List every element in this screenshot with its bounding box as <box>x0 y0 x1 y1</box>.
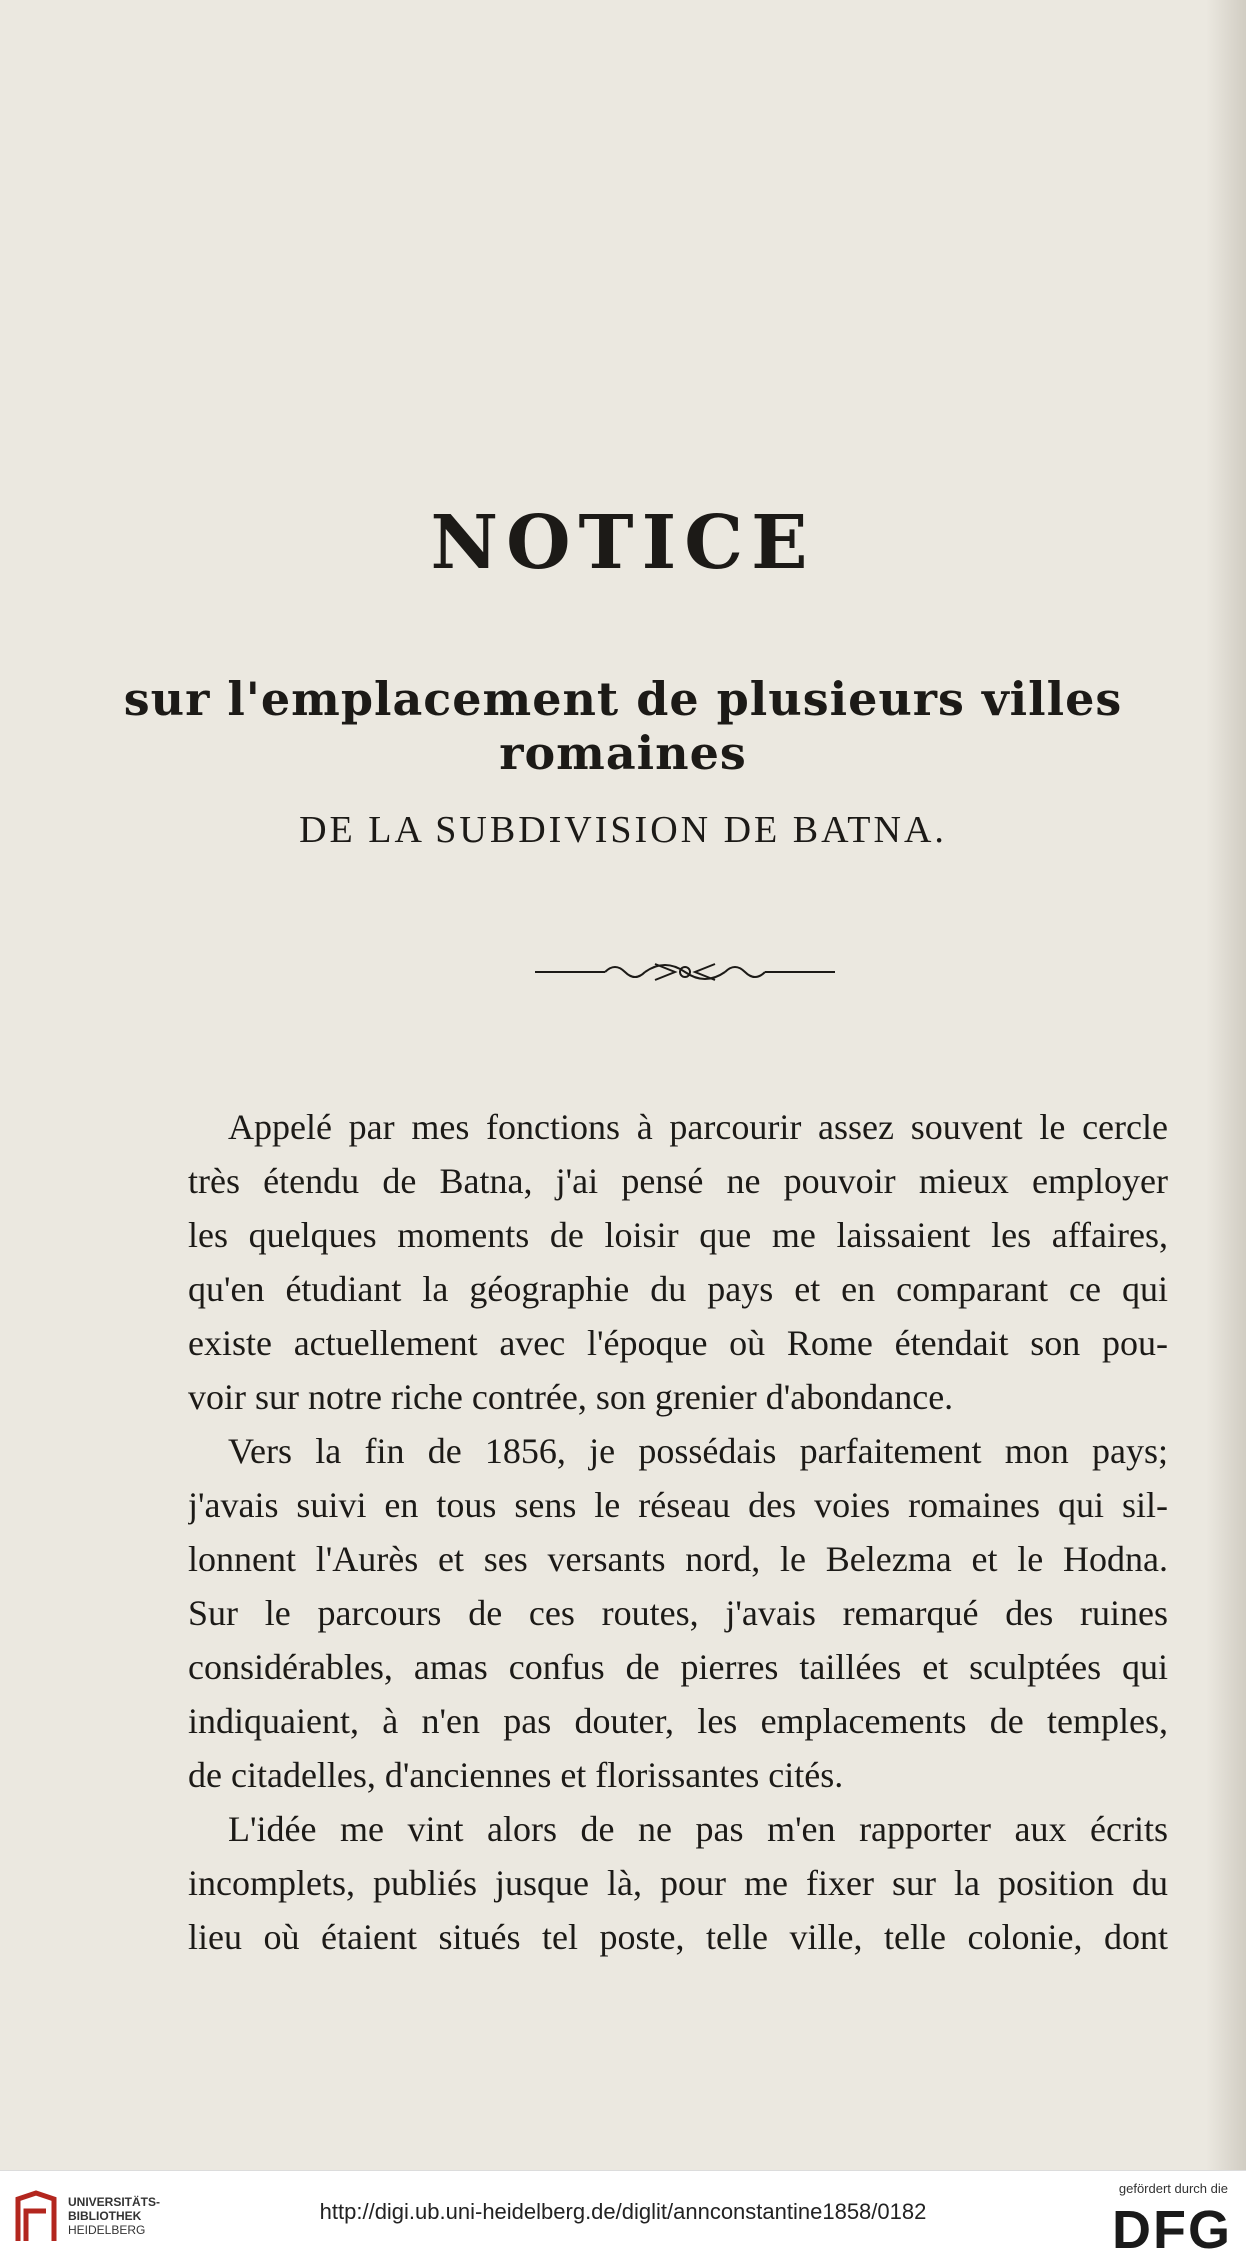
body-line: qu'en étudiant la géographie du pays et en comparant ce qui <box>188 1269 1168 1309</box>
body-line: lieu où étaient situés tel poste, telle ville, telle colonie, dont <box>188 1917 1168 1957</box>
body-line: existe actuellement avec l'époque où Rome étendait son pou- <box>188 1323 1168 1363</box>
ornamental-divider-icon <box>535 952 835 992</box>
body-line: considérables, amas confus de pierres taillées et sculptées qui <box>188 1647 1168 1687</box>
library-name-line: HEIDELBERG <box>68 2223 146 2237</box>
body-line: indiquaient, à n'en pas douter, les emplacements de temples, <box>188 1701 1168 1741</box>
body-line: Sur le parcours de ces routes, j'avais remarqué des ruines <box>188 1593 1168 1633</box>
permalink-url[interactable]: http://digi.ub.uni-heidelberg.de/diglit/annconstantine1858/0182 <box>319 2199 927 2224</box>
library-name-line: BIBLIOTHEK <box>68 2209 142 2223</box>
body-line: les quelques moments de loisir que me laissaient les affaires, <box>188 1215 1168 1255</box>
library-name-line: UNIVERSITÄTS- <box>68 2195 161 2209</box>
body-line: Appelé par mes fonctions à parcourir assez souvent le cercle <box>228 1107 1168 1147</box>
body-line: de citadelles, d'anciennes et florissantes cités. <box>188 1755 844 1795</box>
body-line: incomplets, publiés jusque là, pour me fixer sur la position du <box>188 1863 1168 1903</box>
body-line: Vers la fin de 1856, je possédais parfaitement mon pays; <box>228 1431 1168 1471</box>
body-line: voir sur notre riche contrée, son grenier d'abondance. <box>188 1377 954 1417</box>
body-line: L'idée me vint alors de ne pas m'en rapporter aux écrits <box>228 1809 1168 1849</box>
body-line: j'avais suivi en tous sens le réseau des voies romaines qui sil- <box>188 1485 1168 1525</box>
page-subtitle: sur l'emplacement de plusieurs villes romaines <box>123 672 1123 780</box>
body-line: très étendu de Batna, j'ai pensé ne pouvoir mieux employer <box>188 1161 1168 1201</box>
funding-caption: gefördert durch die <box>1118 2181 1228 2196</box>
dfg-logo: DFG <box>1112 2200 1232 2260</box>
body-line: lonnent l'Aurès et ses versants nord, le Belezma et le Hodna. <box>188 1539 1168 1579</box>
page-title: NOTICE <box>430 500 816 586</box>
viewer-footer <box>0 2170 1246 2263</box>
page-subtitle-secondary: DE LA SUBDIVISION DE BATNA. <box>299 809 947 851</box>
